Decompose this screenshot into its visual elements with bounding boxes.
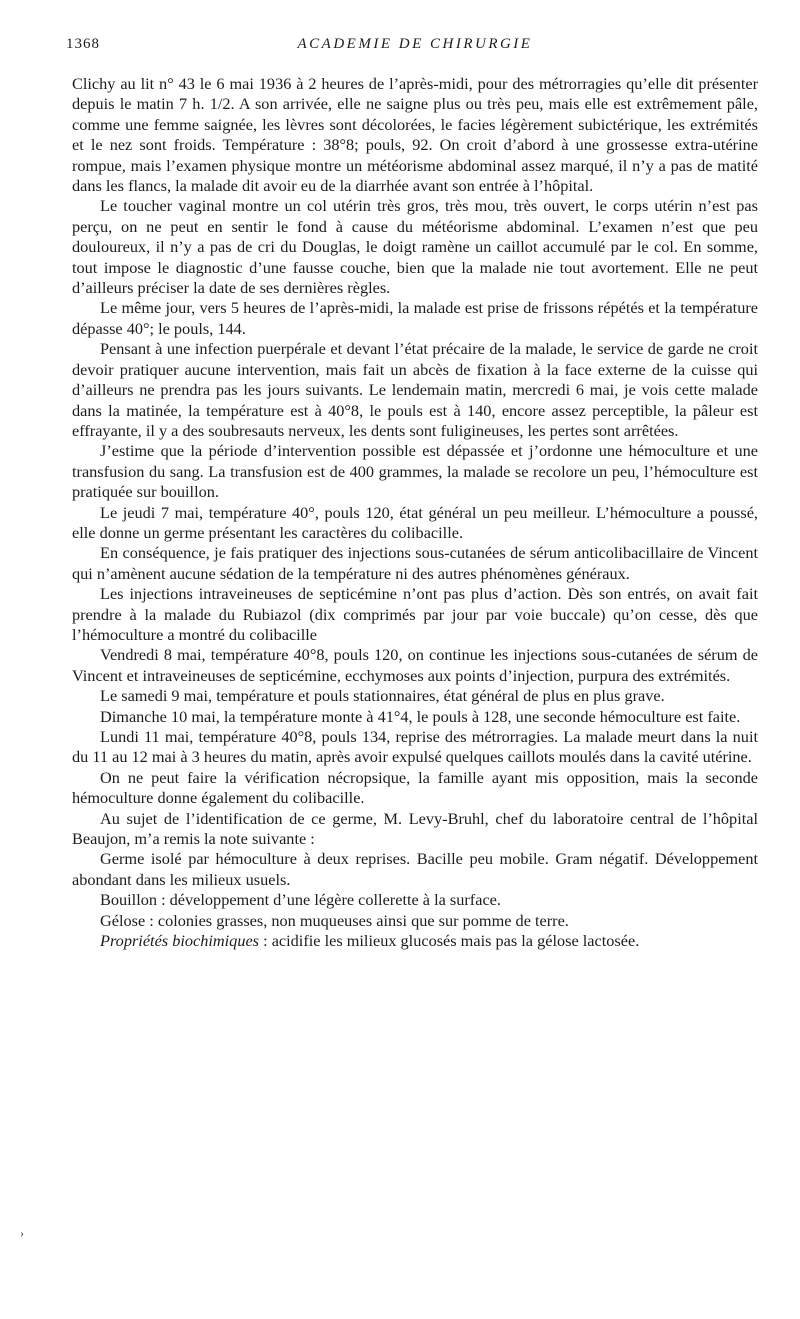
paragraph: Le même jour, vers 5 heures de l’après-midi, la malade est prise de frissons répétés et la température dépasse 40°; le pouls, 144. <box>72 298 758 338</box>
paragraph: Au sujet de l’identification de ce germe, M. Levy-Bruhl, chef du laboratoire central de l’hôpital Beaujon, m’a remis la note suivante : <box>72 808 758 849</box>
paragraph: Le jeudi 7 mai, température 40°, pouls 120, état général un peu meilleur. L’hémoculture a poussé, elle donne un germe présentant les caractères du colibacille. <box>72 502 758 542</box>
paragraph: Bouillon : développement d’une légère collerette à la surface. <box>100 890 501 910</box>
page-header <box>66 36 758 58</box>
italic-lead: Propriétés biochimiques <box>100 931 260 951</box>
paragraph: Le samedi 9 mai, température et pouls stationnaires, état général de plus en plus grave. <box>100 686 665 706</box>
running-title: ACADEMIE DE CHIRURGIE <box>297 36 533 52</box>
paragraph-text: : acidifie les milieux glucosés mais pas la gélose lactosée. <box>259 931 640 951</box>
paragraph: Dimanche 10 mai, la température monte à 41°4, le pouls à 128, une seconde hémoculture est faite. <box>100 706 741 726</box>
page-number: 1368 <box>66 36 100 52</box>
paragraph: Lundi 11 mai, température 40°8, pouls 134, reprise des métrorragies. La malade meurt dans la nuit du 11 au 12 mai à 3 heures du matin, après avoir expulsé quelques caillots moulés dans la cavité utérine. <box>72 727 758 767</box>
paragraph: Pensant à une infection puerpérale et devant l’état précaire de la malade, le service de garde ne croit devoir pratiquer aucune intervention, mais fait un abcès de fixation à la face externe de la cuisse qui d’ailleurs ne prendra pas les jours suivants. Le lendemain matin, mercredi 6 mai, je vois cette malade dans la matinée, la température est à 40°8, le pouls est à 140, encore assez perceptible, la pâleur est effrayante, il y a des soubresauts nerveux, les dents sont fuligineuses, les pertes sont arrêtées. <box>72 339 758 440</box>
paragraph: Germe isolé par hémoculture à deux reprises. Bacille peu mobile. Gram négatif. Développement abondant dans les milieux usuels. <box>72 849 758 889</box>
paragraph: J’estime que la période d’intervention possible est dépassée et j’ordonne une hémoculture et une transfusion du sang. La transfusion est de 400 grammes, la malade se recolore un peu, l’hémoculture est pratiquée sur bouillon. <box>72 441 758 502</box>
margin-mark: › <box>20 1226 24 1240</box>
paragraph: Vendredi 8 mai, température 40°8, pouls 120, on continue les injections sous-cutanées de sérum de Vincent et intraveineuses de septicémine, ecchymoses aux points d’injection, purpura des extrémités. <box>72 645 758 685</box>
paragraph: Les injections intraveineuses de septicémine n’ont pas plus d’action. Dès son entrés, on avait fait prendre à la malade du Rubiazol (dix comprimés par jour par voie buccale) qu’on cesse, dès que l’hémoculture a montré du colibacille <box>72 584 758 644</box>
paragraph: Le toucher vaginal montre un col utérin très gros, très mou, très ouvert, le corps utérin n’est pas perçu, on ne peut en sentir le fond à cause du météorisme abdominal. L’examen n’est que peu douloureux, il n’y a pas de cri du Douglas, le doigt ramène un caillot accumulé par le col. En somme, tout impose le diagnostic d’une fausse couche, bien que la malade nie tout avortement. Elle ne peut d’ailleurs préciser la date de ses dernières règles. <box>72 196 758 298</box>
paragraph: En conséquence, je fais pratiquer des injections sous-cutanées de sérum anticolibacillaire de Vincent qui n’amènent aucune sédation de la température ni des autres phénomènes généraux. <box>72 543 758 583</box>
paragraph: On ne peut faire la vérification nécropsique, la famille ayant mis opposition, mais la seconde hémoculture donne également du colibacille. <box>72 767 758 808</box>
body-text <box>72 74 758 951</box>
paragraph: Gélose : colonies grasses, non muqueuses ainsi que sur pomme de terre. <box>100 910 569 930</box>
paragraph <box>72 931 758 951</box>
paragraph: Clichy au lit n° 43 le 6 mai 1936 à 2 heures de l’après-midi, pour des métrorragies qu’elle dit présenter depuis le matin 7 h. 1/2. A son arrivée, elle ne saigne plus ou très peu, mais elle est extrêmement pâle, comme une femme saignée, les lèvres sont décolorées, le facies légèrement subictérique, les extrémités et le nez sont froids. Température : 38°8; pouls, 92. On croit d’abord à une grossesse extra-utérine rompue, mais l’examen physique montre un météorisme abdominal assez marqué, il n’y a pas de matité dans les flancs, la malade dit avoir eu de la diarrhée avant son entrée à l’hôpital. <box>72 74 758 196</box>
